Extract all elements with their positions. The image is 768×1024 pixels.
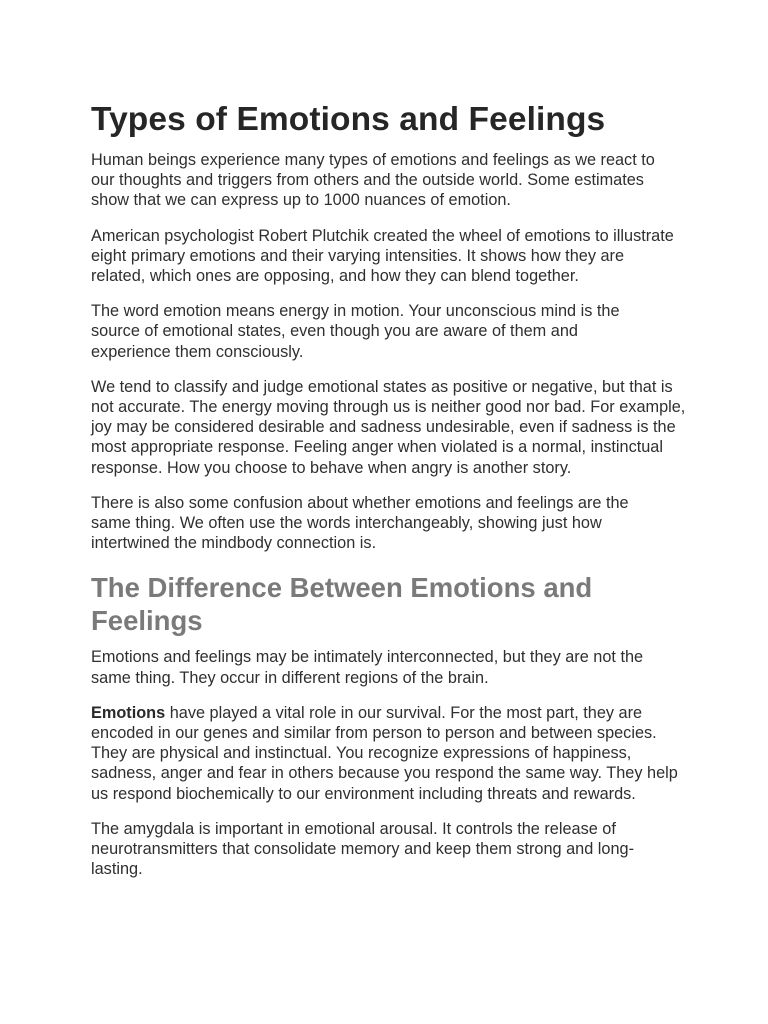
paragraph-positive-negative: We tend to classify and judge emotional states as positive or negative, but that is not accurate. The energy moving through us is neither good nor bad. For example, joy may be considered desirable and sadness undesirable, even if sadness is the most appropriate response. Feeling anger when violated is a normal, instinctual response. How you choose to behave when angry is another story. xyxy=(91,377,686,477)
emotions-term: Emotions xyxy=(91,703,166,722)
paragraph-energy-in-motion: The word emotion means energy in motion. Your unconscious mind is the source of emotional states, even though you are aware of them and experience them consciously. xyxy=(91,302,620,361)
paragraph-confusion: There is also some confusion about whether emotions and feelings are the same thing. We often use the words interchangeably, showing just how intertwined the mindbody connection is. xyxy=(91,493,629,553)
section-heading: The Difference Between Emotions and Feelings xyxy=(91,572,593,637)
paragraph-amygdala: The amygdala is important in emotional arousal. It controls the release of neurotransmitters that consolidate memory and keep them strong and long-lasting. xyxy=(91,819,634,879)
page-title: Types of Emotions and Feelings xyxy=(91,101,606,138)
paragraph-different-regions: Emotions and feelings may be intimately interconnected, but they are not the same thing. They occur in different regions of the brain. xyxy=(91,648,644,687)
document-page xyxy=(91,100,691,879)
emotions-text: have played a vital role in our survival. For the most part, they are encoded in our genes and similar from person to person and between species. They are physical and instinctual. You recognize expressions of happiness, sadness, anger and fear in others because you respond the same way. They help us respond biochemically to our environment including threats and rewards. xyxy=(91,703,678,803)
paragraph-plutchik: American psychologist Robert Plutchik created the wheel of emotions to illustrate eight primary emotions and their varying intensities. It shows how they are related, which ones are opposing, and how they can blend together. xyxy=(91,226,674,286)
paragraph-emotions-survival xyxy=(91,703,689,804)
paragraph-intro: Human beings experience many types of emotions and feelings as we react to our thoughts and triggers from others and the outside world. Some estimates show that we can express up to 1000 nuances of emotion. xyxy=(91,151,655,210)
